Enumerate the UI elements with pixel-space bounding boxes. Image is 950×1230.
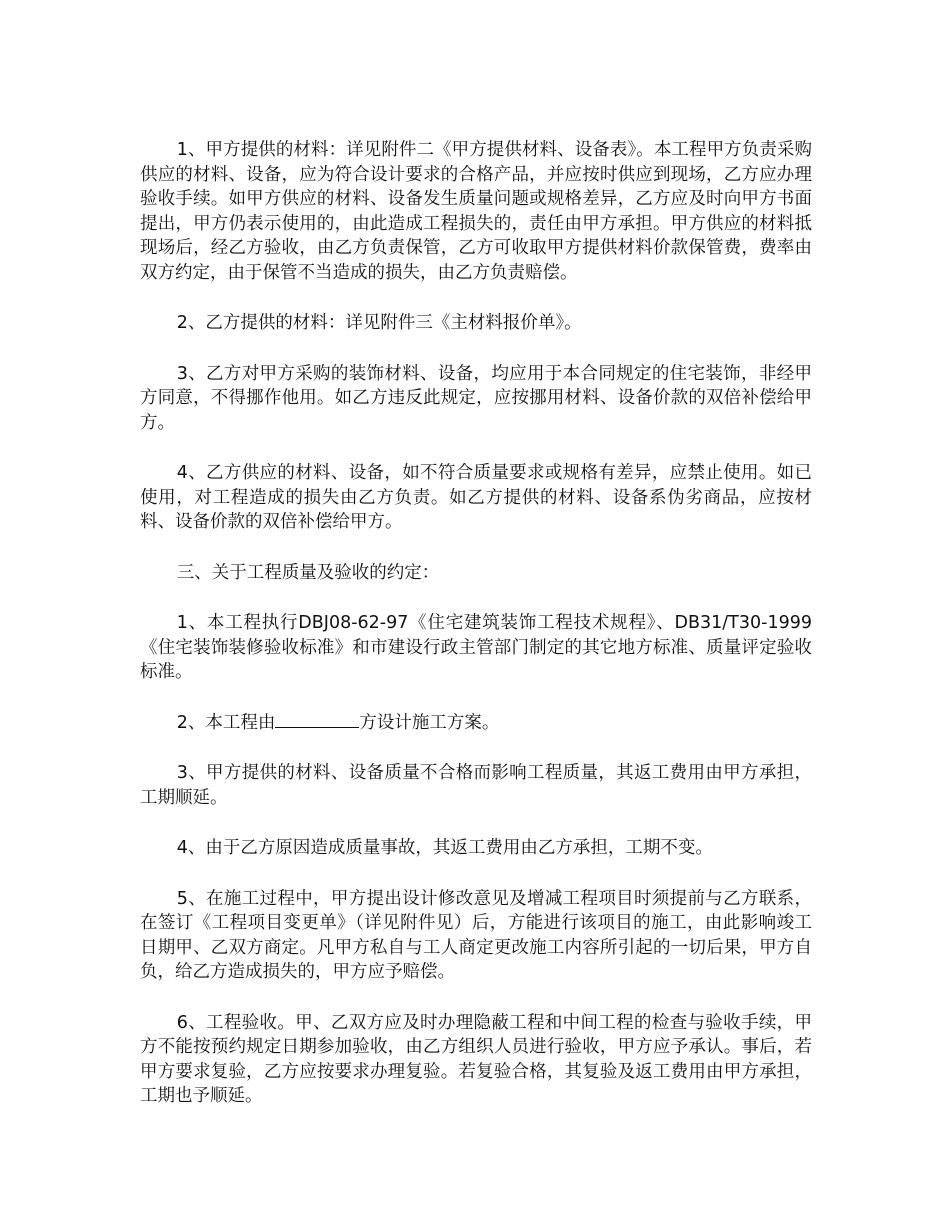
document-page bbox=[140, 138, 812, 1135]
paragraph-rework-party-b: 4、由于乙方原因造成质量事故，其返工费用由乙方承担，工期不变。 bbox=[176, 838, 713, 858]
paragraph-materials-party-b: 2、乙方提供的材料：详见附件三《主材料报价单》。 bbox=[176, 313, 582, 333]
paragraph-material-usage: 3、乙方对甲方采购的装饰材料、设备，均应用于本合同规定的住宅装饰，非经甲方同意，不得挪作他用。如乙方违反此规定，应按挪用材料、设备价款的双倍补偿给甲方。 bbox=[140, 363, 812, 433]
paragraph-design-changes: 5、在施工过程中，甲方提出设计修改意见及增减工程项目时须提前与乙方联系，在签订《工程项目变更单》（详见附件见）后，方能进行该项目的施工，由此影响竣工日期甲、乙双方商定。凡甲方私自与工人商定更改施工内容所引起的一切后果，甲方自负，给乙方造成损失的，甲方应予赔偿。 bbox=[140, 888, 812, 982]
section-heading-quality: 三、关于工程质量及验收的约定： bbox=[176, 562, 440, 583]
design-plan-text-after: 方设计施工方案。 bbox=[359, 712, 500, 733]
paragraph-acceptance: 6、工程验收。甲、乙双方应及时办理隐蔽工程和中间工程的检查与验收手续，甲方不能按预约规定日期参加验收，由乙方组织人员进行验收，甲方应予承认。事后，若甲方要求复验，乙方应按要求办理复验。若复验合格，其复验及返工费用由甲方承担，工期也予顺延。 bbox=[140, 1012, 812, 1106]
paragraph-rework-party-a: 3、甲方提供的材料、设备质量不合格而影响工程质量，其返工费用由甲方承担，工期顺延。 bbox=[140, 763, 812, 808]
paragraph-material-quality: 4、乙方供应的材料、设备，如不符合质量要求或规格有差异，应禁止使用。如已使用，对工程造成的损失由乙方负责。如乙方提供的材料、设备系伪劣商品，应按材料、设备价款的双倍补偿给甲方。 bbox=[140, 463, 812, 532]
paragraph-design-plan bbox=[140, 711, 812, 736]
paragraph-standards: 1、本工程执行DBJ08-62-97《住宅建筑装饰工程技术规程》、DB31/T30-1999《住宅装饰装修验收标准》和市建设行政主管部门制定的其它地方标准、质量评定验收标准。 bbox=[140, 613, 812, 682]
design-plan-text-before: 2、本工程由 bbox=[176, 712, 276, 733]
paragraph-materials-party-a: 1、甲方提供的材料：详见附件二《甲方提供材料、设备表》。本工程甲方负责采购供应的材料、设备，应为符合设计要求的合格产品，并应按时供应到现场，乙方应办理验收手续。如甲方供应的材料、设备发生质量问题或规格差异，乙方应及时向甲方书面提出，甲方仍表示使用的，由此造成工程损失的，责任由甲方承担。甲方供应的材料抵现场后，经乙方验收，由乙方负责保管，乙方可收取甲方提供材料价款保管费，费率由双方约定，由于保管不当造成的损失，由乙方负责赔偿。 bbox=[140, 140, 812, 283]
fill-in-blank bbox=[275, 711, 359, 728]
